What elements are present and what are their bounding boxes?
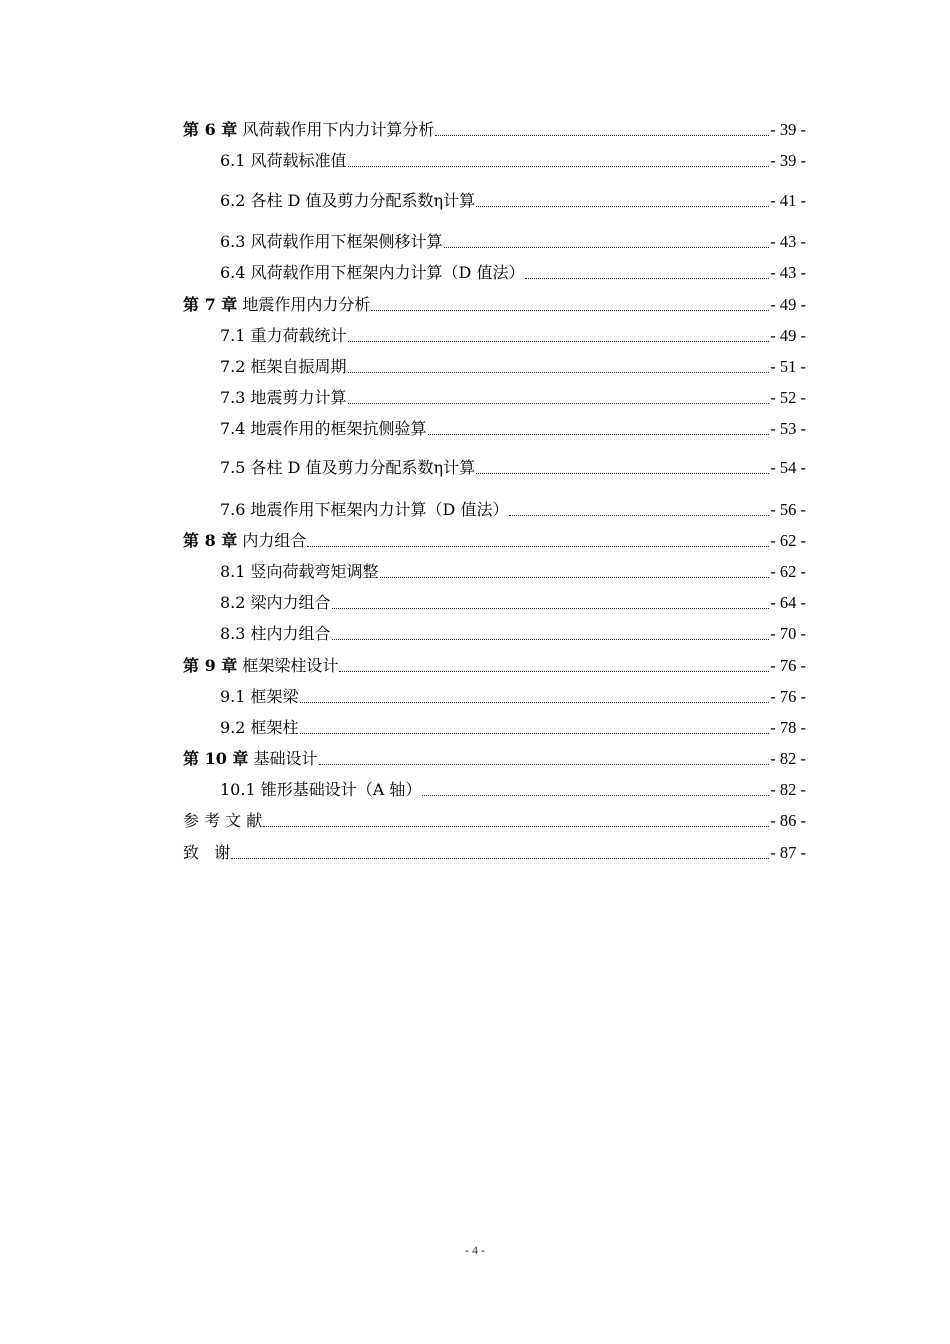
page-ref: - 49 - [770, 295, 806, 314]
page-ref: - 41 - [770, 191, 806, 210]
chapter-number: 第 6 章 [183, 120, 238, 139]
section-number: 6.4 [220, 263, 246, 282]
toc-entry-8-3[interactable] [220, 622, 806, 646]
leader-dots [348, 149, 770, 173]
leader-dots [476, 456, 769, 480]
section-number: 6.1 [220, 151, 246, 170]
entry-title: 风荷载作用下内力计算分析 [242, 120, 435, 139]
toc-entry-6-3[interactable] [220, 230, 806, 254]
leader-dots [476, 189, 769, 213]
entry-title: 竖向荷载弯矩调整 [250, 562, 379, 581]
toc-entry-7-3[interactable] [220, 386, 806, 410]
page-ref: - 62 - [770, 531, 806, 550]
leader-dots [339, 654, 769, 678]
page-ref: - 62 - [770, 562, 806, 581]
leader-dots [300, 685, 770, 709]
entry-title: 地震作用的框架抗侧验算 [250, 419, 427, 438]
section-number: 9.1 [220, 687, 246, 706]
page-ref: - 39 - [770, 151, 806, 170]
page-ref: - 53 - [770, 419, 806, 438]
entry-title: 梁内力组合 [250, 593, 331, 612]
page-ref: - 54 - [770, 458, 806, 477]
leader-dots [231, 841, 769, 865]
toc-entry-10-1[interactable] [220, 778, 806, 802]
chapter-number: 第 7 章 [183, 295, 238, 314]
page-ref: - 82 - [770, 749, 806, 768]
page-ref: - 76 - [770, 656, 806, 675]
section-number: 7.1 [220, 326, 246, 345]
toc-entry-7-1[interactable] [220, 324, 806, 348]
entry-title: 地震作用内力分析 [242, 295, 371, 314]
section-number: 6.2 [220, 191, 246, 210]
toc-entry-chapter-6[interactable] [183, 118, 806, 142]
entry-title: 风荷载标准值 [250, 151, 347, 170]
page-ref: - 43 - [770, 232, 806, 251]
page-number-footer: - 4 - [465, 1243, 485, 1257]
toc-entry-references[interactable] [183, 809, 806, 833]
toc-entry-chapter-8[interactable] [183, 529, 806, 553]
toc-entry-9-2[interactable] [220, 716, 806, 740]
page-ref: - 87 - [770, 843, 806, 862]
leader-dots [348, 355, 770, 379]
entry-title: 各柱 D 值及剪力分配系数η计算 [250, 458, 476, 477]
leader-dots [444, 230, 770, 254]
leader-dots [332, 622, 770, 646]
page-ref: - 82 - [770, 780, 806, 799]
page-ref: - 86 - [770, 811, 806, 830]
entry-title: 框架自振周期 [250, 357, 347, 376]
entry-title: 基础设计 [253, 749, 318, 768]
toc-entry-7-6[interactable] [220, 498, 806, 522]
entry-title: 地震剪力计算 [250, 388, 347, 407]
entry-title: 风荷载作用下框架内力计算（D 值法） [250, 263, 525, 282]
leader-dots [428, 417, 770, 441]
section-number: 6.3 [220, 232, 246, 251]
leader-dots [348, 324, 770, 348]
toc-entry-9-1[interactable] [220, 685, 806, 709]
toc-entry-7-2[interactable] [220, 355, 806, 379]
page-ref: - 43 - [770, 263, 806, 282]
chapter-number: 第 9 章 [183, 656, 238, 675]
page-ref: - 78 - [770, 718, 806, 737]
entry-title: 地震作用下框架内力计算（D 值法） [250, 500, 509, 519]
page-ref: - 52 - [770, 388, 806, 407]
leader-dots [509, 498, 769, 522]
section-number: 7.4 [220, 419, 246, 438]
page-ref: - 39 - [770, 120, 806, 139]
chapter-number: 第 8 章 [183, 531, 238, 550]
leader-dots [300, 716, 770, 740]
toc-entry-8-1[interactable] [220, 560, 806, 584]
entry-title: 内力组合 [242, 531, 307, 550]
entry-title: 框架梁 [250, 687, 299, 706]
entry-title: 锥形基础设计（A 轴） [260, 780, 422, 799]
page-ref: - 51 - [770, 357, 806, 376]
toc-entry-acknowledgements[interactable] [183, 841, 806, 865]
toc-entry-chapter-9[interactable] [183, 654, 806, 678]
entry-title: 重力荷载统计 [250, 326, 347, 345]
toc-entry-8-2[interactable] [220, 591, 806, 615]
section-number: 10.1 [220, 780, 256, 799]
section-number: 7.3 [220, 388, 246, 407]
section-number: 7.6 [220, 500, 246, 519]
leader-dots [525, 261, 769, 285]
page-ref: - 70 - [770, 624, 806, 643]
toc-entry-chapter-7[interactable] [183, 293, 806, 317]
entry-title: 框架柱 [250, 718, 299, 737]
leader-dots [348, 386, 770, 410]
leader-dots [371, 293, 769, 317]
leader-dots [332, 591, 770, 615]
section-number: 8.2 [220, 593, 246, 612]
section-number: 9.2 [220, 718, 246, 737]
entry-title: 参 考 文 献 [183, 811, 263, 830]
section-number: 7.5 [220, 458, 246, 477]
page-ref: - 49 - [770, 326, 806, 345]
page-ref: - 56 - [770, 500, 806, 519]
leader-dots [380, 560, 770, 584]
entry-title: 风荷载作用下框架侧移计算 [250, 232, 443, 251]
entry-title: 各柱 D 值及剪力分配系数η计算 [250, 191, 476, 210]
toc-entry-7-5[interactable] [220, 456, 806, 480]
toc-entry-6-1[interactable] [220, 149, 806, 173]
entry-title: 框架梁柱设计 [242, 656, 339, 675]
section-number: 8.3 [220, 624, 246, 643]
toc-entry-7-4[interactable] [220, 417, 806, 441]
page-ref: - 64 - [770, 593, 806, 612]
toc-entry-6-4[interactable] [220, 261, 806, 285]
leader-dots [422, 778, 769, 802]
entry-title: 致 谢 [183, 843, 231, 862]
toc-entry-6-2[interactable] [220, 189, 806, 213]
section-number: 7.2 [220, 357, 246, 376]
chapter-number: 第 10 章 [183, 749, 249, 768]
section-number: 8.1 [220, 562, 246, 581]
leader-dots [319, 747, 770, 771]
leader-dots [435, 118, 769, 142]
entry-title: 柱内力组合 [250, 624, 331, 643]
page-ref: - 76 - [770, 687, 806, 706]
leader-dots [263, 809, 769, 833]
leader-dots [307, 529, 769, 553]
toc-entry-chapter-10[interactable] [183, 747, 806, 771]
